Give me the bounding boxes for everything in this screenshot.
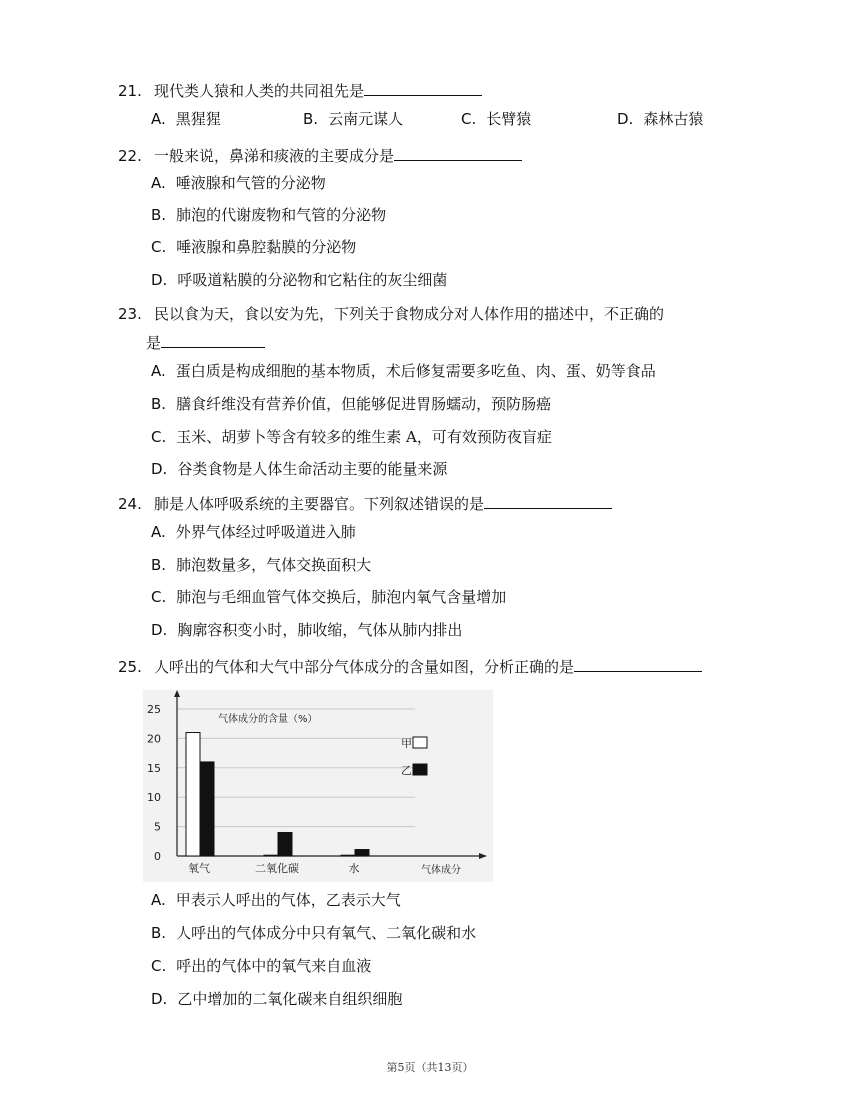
- option-text: 肺泡的代谢废物和气管的分泌物: [176, 206, 387, 224]
- q25-option-b[interactable]: [151, 923, 476, 943]
- option-text: 肺泡与毛细血管气体交换后，肺泡内氧气含量增加: [176, 588, 507, 606]
- question-text: 现代类人猿和人类的共同祖先是: [154, 82, 365, 100]
- option-label: B.: [151, 395, 167, 413]
- legend-swatch: [413, 764, 427, 775]
- x-category-label: 水: [348, 862, 360, 875]
- chart-title: 气体成分的含量（%）: [218, 714, 318, 725]
- q24-option-c[interactable]: [151, 587, 506, 607]
- question-number: 24.: [118, 495, 142, 513]
- question-number: 22.: [118, 147, 142, 165]
- q21-option-c[interactable]: [461, 109, 531, 129]
- y-tick-label: 10: [147, 791, 161, 805]
- option-label: C.: [461, 110, 477, 128]
- question-text-continued: 是: [146, 334, 162, 352]
- bar-甲-0: [186, 733, 200, 856]
- option-text: 呼出的气体中的氧气来自血液: [176, 957, 372, 975]
- option-label: B.: [151, 556, 167, 574]
- bar-甲-2: [341, 855, 355, 856]
- q23-option-a[interactable]: [151, 361, 656, 381]
- q21-option-a[interactable]: [151, 109, 221, 129]
- question-22-stem: [118, 145, 522, 166]
- option-text: 胸廓容积变小时，肺收缩，气体从肺内排出: [177, 621, 463, 639]
- question-text: 人呼出的气体和大气中部分气体成分的含量如图，分析正确的是: [154, 658, 575, 676]
- answer-blank[interactable]: [161, 332, 265, 348]
- question-text: 一般来说，鼻涕和痰液的主要成分是: [154, 147, 395, 165]
- option-label: A.: [151, 891, 166, 909]
- question-text: 肺是人体呼吸系统的主要器官。下列叙述错误的是: [154, 495, 485, 513]
- option-text: 唾液腺和鼻腔黏膜的分泌物: [176, 238, 357, 256]
- option-text: 蛋白质是构成细胞的基本物质，术后修复需要多吃鱼、肉、蛋、奶等食品: [175, 362, 656, 380]
- gas-content-bar-chart: [143, 690, 493, 882]
- option-text: 甲表示人呼出的气体，乙表示大气: [175, 891, 401, 909]
- q21-option-b[interactable]: [303, 109, 403, 129]
- option-label: A.: [151, 110, 166, 128]
- option-label: D.: [617, 110, 634, 128]
- option-text: 乙中增加的二氧化碳来自组织细胞: [177, 990, 403, 1008]
- option-text: 外界气体经过呼吸道进入肺: [175, 523, 356, 541]
- bar-乙-1: [278, 832, 292, 856]
- legend-label: 甲: [401, 737, 412, 750]
- option-label: C.: [151, 428, 167, 446]
- legend-label: 乙: [401, 764, 412, 777]
- y-tick-label: 5: [154, 820, 161, 834]
- y-tick-label: 20: [147, 732, 161, 746]
- option-text: 肺泡数量多，气体交换面积大: [176, 556, 372, 574]
- option-text: 玉米、胡萝卜等含有较多的维生素 A，可有效预防夜盲症: [176, 428, 552, 446]
- y-tick-label: 15: [147, 761, 161, 775]
- question-number: 21.: [118, 82, 142, 100]
- legend-swatch: [413, 737, 427, 748]
- option-label: A.: [151, 362, 166, 380]
- question-number: 25.: [118, 658, 142, 676]
- option-label: D.: [151, 271, 168, 289]
- option-text: 黑猩猩: [175, 110, 221, 128]
- option-text: 长臂猿: [486, 110, 532, 128]
- option-text: 谷类食物是人体生命活动主要的能量来源: [177, 460, 448, 478]
- page-footer: 第5页（共13页）: [386, 1061, 474, 1074]
- question-21-stem: [118, 80, 482, 101]
- option-text: 云南元谋人: [328, 110, 404, 128]
- q25-option-d[interactable]: [151, 989, 402, 1009]
- q21-option-d[interactable]: [617, 109, 703, 129]
- question-number: 23.: [118, 305, 142, 323]
- answer-blank[interactable]: [394, 145, 522, 161]
- bar-乙-0: [200, 762, 214, 856]
- question-23-stem-continued: [146, 332, 265, 353]
- q25-option-c[interactable]: [151, 956, 371, 976]
- option-label: B.: [303, 110, 319, 128]
- bar-乙-2: [355, 850, 369, 856]
- x-category-label: 二氧化碳: [255, 862, 299, 875]
- q23-option-b[interactable]: [151, 394, 551, 414]
- question-23-stem: [118, 304, 664, 324]
- question-text: 民以食为天，食以安为先，下列关于食物成分对人体作用的描述中，不正确的: [154, 305, 665, 323]
- option-text: 森林古猿: [643, 110, 704, 128]
- q23-option-d[interactable]: [151, 459, 447, 479]
- y-tick-label: 0: [154, 850, 161, 863]
- q24-option-b[interactable]: [151, 555, 371, 575]
- q24-option-d[interactable]: [151, 620, 462, 640]
- option-label: A.: [151, 523, 166, 541]
- option-label: C.: [151, 588, 167, 606]
- option-label: A.: [151, 174, 166, 192]
- option-label: B.: [151, 924, 167, 942]
- q25-option-a[interactable]: [151, 890, 401, 910]
- option-text: 呼吸道粘膜的分泌物和它粘住的灰尘细菌: [177, 271, 448, 289]
- bar-甲-1: [264, 855, 278, 856]
- q23-option-c[interactable]: [151, 427, 552, 447]
- option-label: D.: [151, 621, 168, 639]
- q22-option-d[interactable]: [151, 270, 447, 290]
- option-label: B.: [151, 206, 167, 224]
- option-text: 唾液腺和气管的分泌物: [175, 174, 326, 192]
- y-tick-label: 25: [147, 703, 161, 716]
- option-label: C.: [151, 238, 167, 256]
- answer-blank[interactable]: [574, 656, 702, 672]
- x-axis-label: 气体成分: [421, 865, 461, 876]
- question-25-stem: [118, 656, 702, 677]
- option-label: C.: [151, 957, 167, 975]
- option-text: 膳食纤维没有营养价值，但能够促进胃肠蠕动，预防肠癌: [176, 395, 552, 413]
- option-label: D.: [151, 990, 168, 1008]
- x-category-label: 氧气: [188, 862, 210, 875]
- q24-option-a[interactable]: [151, 522, 356, 542]
- answer-blank[interactable]: [484, 493, 612, 509]
- option-text: 人呼出的气体成分中只有氧气、二氧化碳和水: [176, 924, 477, 942]
- q22-option-b[interactable]: [151, 205, 386, 225]
- answer-blank[interactable]: [364, 80, 482, 96]
- option-label: D.: [151, 460, 168, 478]
- q22-option-c[interactable]: [151, 237, 356, 257]
- question-24-stem: [118, 493, 612, 514]
- q22-option-a[interactable]: [151, 173, 326, 193]
